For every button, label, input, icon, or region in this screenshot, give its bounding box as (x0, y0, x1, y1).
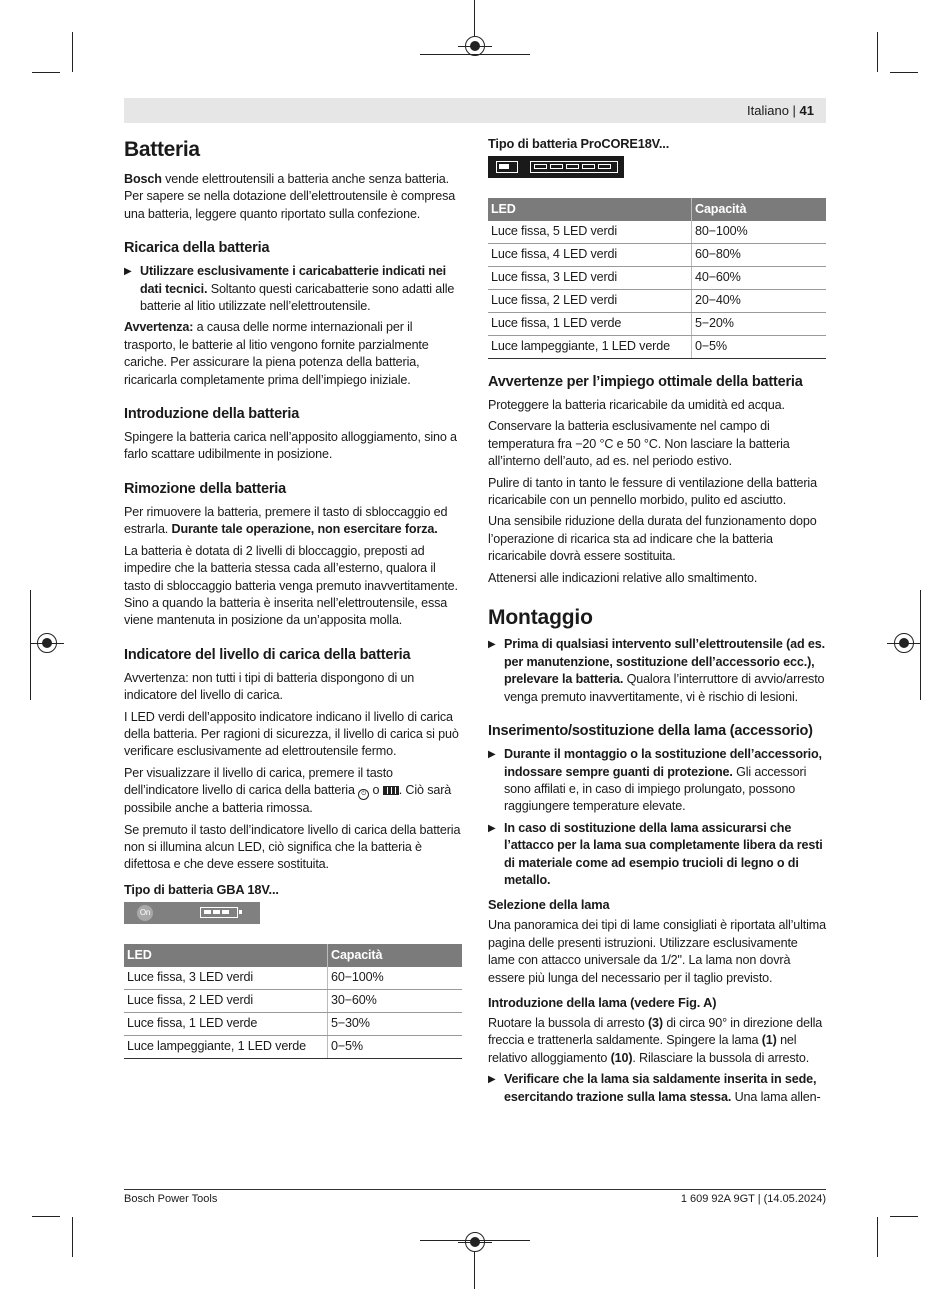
subsection-title-avvertenze: Avvertenze per l’impiego ottimale della batteria (488, 374, 803, 390)
paragraph: Spingere la batteria carica nell’apposito alloggiamento, sino a farlo scattare udibilmente in posizione. (124, 430, 457, 462)
crop-mark (877, 32, 878, 72)
registration-mark-icon (894, 633, 914, 653)
paragraph: Avvertenza: non tutti i tipi di batteria dispongono di un indicatore del livello di carica. (124, 670, 415, 703)
crop-mark (30, 590, 31, 700)
on-button-icon: ⏻ (358, 789, 369, 800)
subsection-title-intro-lama: Introduzione della lama (vedere Fig. A) (488, 994, 717, 1010)
subsection-title-rimozione: Rimozione della batteria (124, 480, 286, 497)
paragraph: Proteggere la batteria ricaricabile da umidità ed acqua. (488, 398, 785, 412)
crop-mark (877, 1217, 878, 1257)
crop-mark (72, 1217, 73, 1257)
table-row: Luce fissa, 2 LED verdi 30−60% (124, 989, 462, 1012)
table-row: Luce lampeggiante, 1 LED verde 0−5% (488, 336, 826, 359)
bullet-item: ▶ Prima di qualsiasi intervento sull’elettroutensile (ad es. per manutenzione, sostituzione dell’accessorio ecc.), prelevare la batteria. Qualora l’interruttore di avvio/arresto venga premuto inavvertitamente, vi è rischio di lesioni. (488, 636, 826, 706)
table-row: Luce fissa, 1 LED verde 5−20% (488, 313, 826, 336)
paragraph: Una sensibile riduzione della durata del funzionamento dopo l’operazione di ricarica sta ad indicare che la batteria ricaricabile dovrà essere sostituita. (488, 514, 817, 564)
paragraph: Per visualizzare il livello di carica, premere il tasto dell’indicatore livello di carica della batteria ⏻ o . Ciò sarà possibile anche a batteria rimossa. (124, 765, 452, 816)
crop-mark (920, 590, 921, 700)
header-band (124, 98, 826, 123)
crop-mark (474, 1252, 475, 1289)
page-number: 41 (799, 103, 814, 118)
gba-battery-gauge-illustration (124, 902, 260, 924)
battery-type-title-gba: Tipo di batteria GBA 18V... (124, 881, 279, 897)
table-row: Luce fissa, 5 LED verdi 80−100% (488, 221, 826, 244)
subsection-title-indicatore: Indicatore del livello di carica della batteria (124, 646, 411, 663)
registration-mark-icon (37, 633, 57, 653)
table-row: Luce fissa, 3 LED verdi 60−100% (124, 967, 462, 990)
paragraph: La batteria è dotata di 2 livelli di bloccaggio, preposti ad impedire che la batteria stessa cada all’esterno, qualora il tasto di sbloccaggio batteria venga premuto inavvertitamente. Sino a quando la batteria è inserita nell’elettroutensile, essa viene mantenuta in posizione da un’apposita molla. (124, 543, 458, 628)
section-title-batteria: Batteria (124, 138, 200, 161)
battery-level-icon (496, 161, 518, 173)
battery-type-title-procore: Tipo di batteria ProCORE18V... (488, 136, 670, 151)
paragraph: I LED verdi dell’apposito indicatore indicano il livello di carica della batteria. Per ragioni di sicurezza, il livello di carica si può verificare esclusivamente ad elettroutensile fermo. (124, 709, 459, 759)
bullet-item: ▶ In caso di sostituzione della lama assicurarsi che l’attacco per la lama sua completamente libera da resti di materiale come ad esempio trucioli di legno o di metallo. (488, 820, 826, 890)
subsection-title-introduzione: Introduzione della batteria (124, 406, 300, 423)
on-button-icon: On (137, 905, 153, 921)
bullet-item: ▶ Verificare che la lama sia saldamente inserita in sede, esercitando trazione sulla lama stessa. Una lama allen- (488, 1071, 826, 1106)
registration-mark-icon (465, 1232, 485, 1252)
gba-capacity-table (124, 944, 462, 1059)
registration-mark-icon (465, 36, 485, 56)
battery-level-icon (200, 907, 238, 918)
header-language: Italiano (747, 103, 789, 118)
bullet-item: ▶ Durante il montaggio o la sostituzione dell’accessorio, indossare sempre guanti di protezione. Gli accessori sono affilati e, in caso di impiego prolungato, possono raggiungere temperature elevate. (488, 746, 826, 816)
crop-mark (32, 1216, 60, 1217)
crop-mark (72, 32, 73, 72)
battery-gauge-icon (383, 786, 399, 795)
led-bar-icon (530, 161, 618, 173)
paragraph: Attenersi alle indicazioni relative allo smaltimento. (488, 570, 758, 585)
subsection-title-selezione: Selezione della lama (488, 897, 610, 913)
crop-mark (474, 0, 475, 36)
crop-mark (32, 72, 60, 73)
subsection-title-ricarica: Ricarica della batteria (124, 240, 270, 257)
procore-capacity-table (488, 198, 826, 359)
crop-mark (890, 1216, 918, 1217)
table-header-capacita: Capacità (692, 198, 827, 221)
paragraph: Conservare la batteria esclusivamente nel campo di temperatura fra −20 °C e 50 °C. Non lasciare la batteria all’interno dell’auto, ad es. nel periodo estivo. (488, 419, 790, 469)
paragraph: Pulire di tanto in tanto le fessure di ventilazione della batteria ricaricabile con un pennello morbido, pulito ed asciutto. (488, 475, 817, 508)
table-row: Luce fissa, 1 LED verde 5−30% (124, 1012, 462, 1035)
paragraph: Se premuto il tasto dell’indicatore livello di carica della batteria non si illumina alcun LED, ciò significa che la batteria è difettosa e che deve essere sostituita. (124, 822, 461, 872)
table-row: Luce fissa, 3 LED verdi 40−60% (488, 267, 826, 290)
footer-rule (124, 1189, 826, 1190)
procore-battery-gauge-illustration (488, 156, 624, 178)
table-header-led: LED (488, 198, 692, 221)
table-row: Luce fissa, 2 LED verdi 20−40% (488, 290, 826, 313)
right-column (488, 132, 826, 1110)
footer-brand: Bosch Power Tools (124, 1193, 218, 1205)
footer-doc-id: 1 609 92A 9GT | (14.05.2024) (680, 1193, 826, 1205)
paragraph: Una panoramica dei tipi di lame consigliati è riportata all’ultima pagina delle presenti istruzioni. Utilizzare esclusivamente lame con attacco universale da 1/2". La lama non dovrà essere più lunga del necessario per il taglio previsto. (488, 918, 826, 985)
bullet-item: ▶ Utilizzare esclusivamente i caricabatterie indicati nei dati tecnici. Soltanto questi caricabatterie sono adatti alle batterie al litio utilizzate nell’elettroutensile. (124, 263, 462, 315)
left-column (124, 132, 462, 1071)
subsection-title-inserimento: Inserimento/sostituzione della lama (accessorio) (488, 723, 813, 740)
paragraph: Per rimuovere la batteria, premere il tasto di sbloccaggio ed estrarla. Durante tale operazione, non esercitare forza. (124, 504, 448, 537)
section-title-montaggio: Montaggio (488, 606, 593, 630)
table-row: Luce lampeggiante, 1 LED verde 0−5% (124, 1035, 462, 1058)
page-header: Italiano | 41 (747, 103, 814, 118)
table-header-led: LED (124, 944, 328, 967)
paragraph: Bosch vende elettroutensili a batteria anche senza batteria. Per sapere se nella dotazione dell’elettroutensile è compresa una batteria, leggere quanto riportato sulla confezione. (124, 172, 456, 221)
paragraph: Ruotare la bussola di arresto (3) di circa 90° in direzione della freccia e trattenerla saldamente. Spingere la lama (1) nel relativo alloggiamento (10). Rilasciare la bussola di arresto. (488, 1015, 823, 1065)
table-header-capacita: Capacità (328, 944, 463, 967)
crop-mark (890, 72, 918, 73)
paragraph: Avvertenza: a causa delle norme internazionali per il trasporto, le batterie al litio vengono fornite parzialmente cariche. Per assicurare la piena potenza della batteria, ricaricarla completamente prima dell’impiego iniziale. (124, 320, 429, 387)
table-row: Luce fissa, 4 LED verdi 60−80% (488, 244, 826, 267)
